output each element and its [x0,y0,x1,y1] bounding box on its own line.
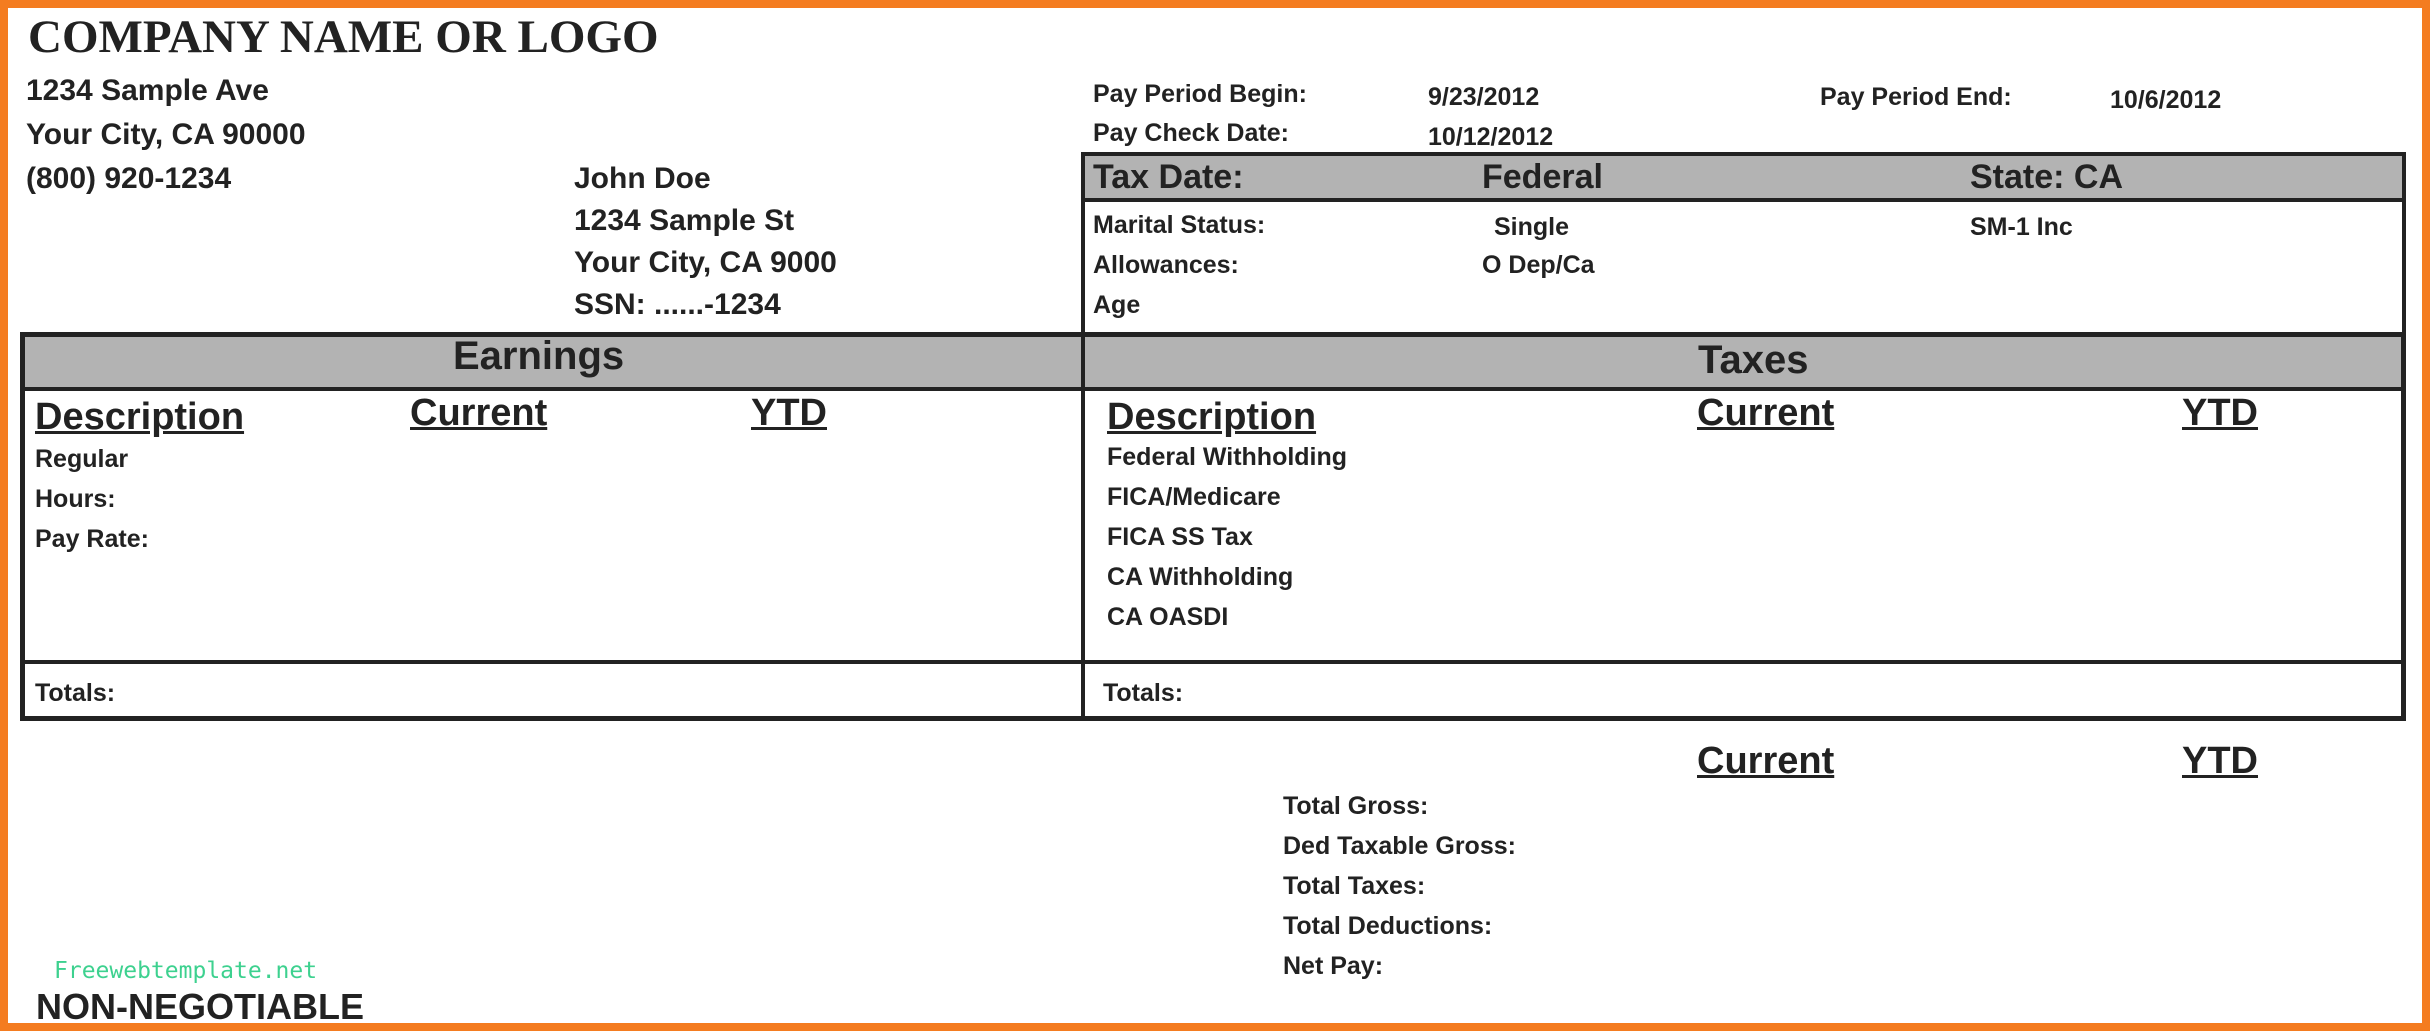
taxes-col-description: Description [1107,396,1317,438]
divider [25,387,2401,391]
taxes-title: Taxes [1698,338,1809,382]
marital-status-federal: Single [1494,213,1570,241]
summary-col-current: Current [1697,740,1835,782]
pay-period-end-value: 10/6/2012 [2110,86,2222,114]
non-negotiable-label: NON-NEGOTIABLE [36,986,364,1027]
taxes-row-label: CA OASDI [1107,603,1229,631]
summary-row-label: Ded Taxable Gross: [1283,832,1516,860]
company-address-line2: Your City, CA 90000 [26,118,306,151]
table-header-bar [25,337,2401,387]
taxes-row-label: FICA/Medicare [1107,483,1281,511]
pay-period-end-label: Pay Period End: [1820,83,2012,111]
summary-row-label: Total Taxes: [1283,872,1426,900]
employee-ssn: SSN: ......-1234 [574,288,781,321]
pay-period-begin-value: 9/23/2012 [1428,83,1540,111]
taxes-row-label: FICA SS Tax [1107,523,1253,551]
taxes-totals-label: Totals: [1103,679,1184,707]
company-address-line1: 1234 Sample Ave [26,74,269,107]
earnings-row-label: Regular [35,445,129,473]
marital-status-state: SM-1 Inc [1970,213,2073,241]
taxes-col-ytd: YTD [2182,392,2258,434]
summary-col-ytd: YTD [2182,740,2258,782]
tax-date-label: Tax Date: [1093,158,1244,196]
allowances-federal: O Dep/Ca [1482,251,1595,279]
tax-federal-label: Federal [1482,158,1603,196]
earnings-row-label: Pay Rate: [35,525,149,553]
summary-row-label: Total Gross: [1283,792,1429,820]
earnings-totals-label: Totals: [35,679,116,707]
company-name: COMPANY NAME OR LOGO [28,11,659,63]
company-phone: (800) 920-1234 [26,162,232,195]
earnings-col-current: Current [410,392,548,434]
tax-state-label: State: CA [1970,158,2124,196]
pay-check-date-label: Pay Check Date: [1093,119,1289,147]
pay-period-begin-label: Pay Period Begin: [1093,80,1307,108]
divider [25,660,2401,664]
allowances-label: Allowances: [1093,251,1239,279]
tax-info-header-bar [1085,156,2402,198]
taxes-row-label: Federal Withholding [1107,443,1348,471]
earnings-col-description: Description [35,396,245,438]
earnings-title: Earnings [453,334,625,378]
age-label: Age [1093,291,1141,319]
taxes-row-label: CA Withholding [1107,563,1294,591]
earnings-row-label: Hours: [35,485,116,513]
marital-status-label: Marital Status: [1093,211,1266,239]
pay-check-date-value: 10/12/2012 [1428,123,1554,151]
employee-name: John Doe [574,162,711,195]
summary-row-label: Net Pay: [1283,952,1384,980]
summary-row-label: Total Deductions: [1283,912,1493,940]
watermark: Freewebtemplate.net [54,958,318,984]
employee-address-line2: Your City, CA 9000 [574,246,837,279]
earnings-col-ytd: YTD [751,392,827,434]
employee-address-line1: 1234 Sample St [574,204,795,237]
divider [1085,198,2402,202]
taxes-col-current: Current [1697,392,1835,434]
